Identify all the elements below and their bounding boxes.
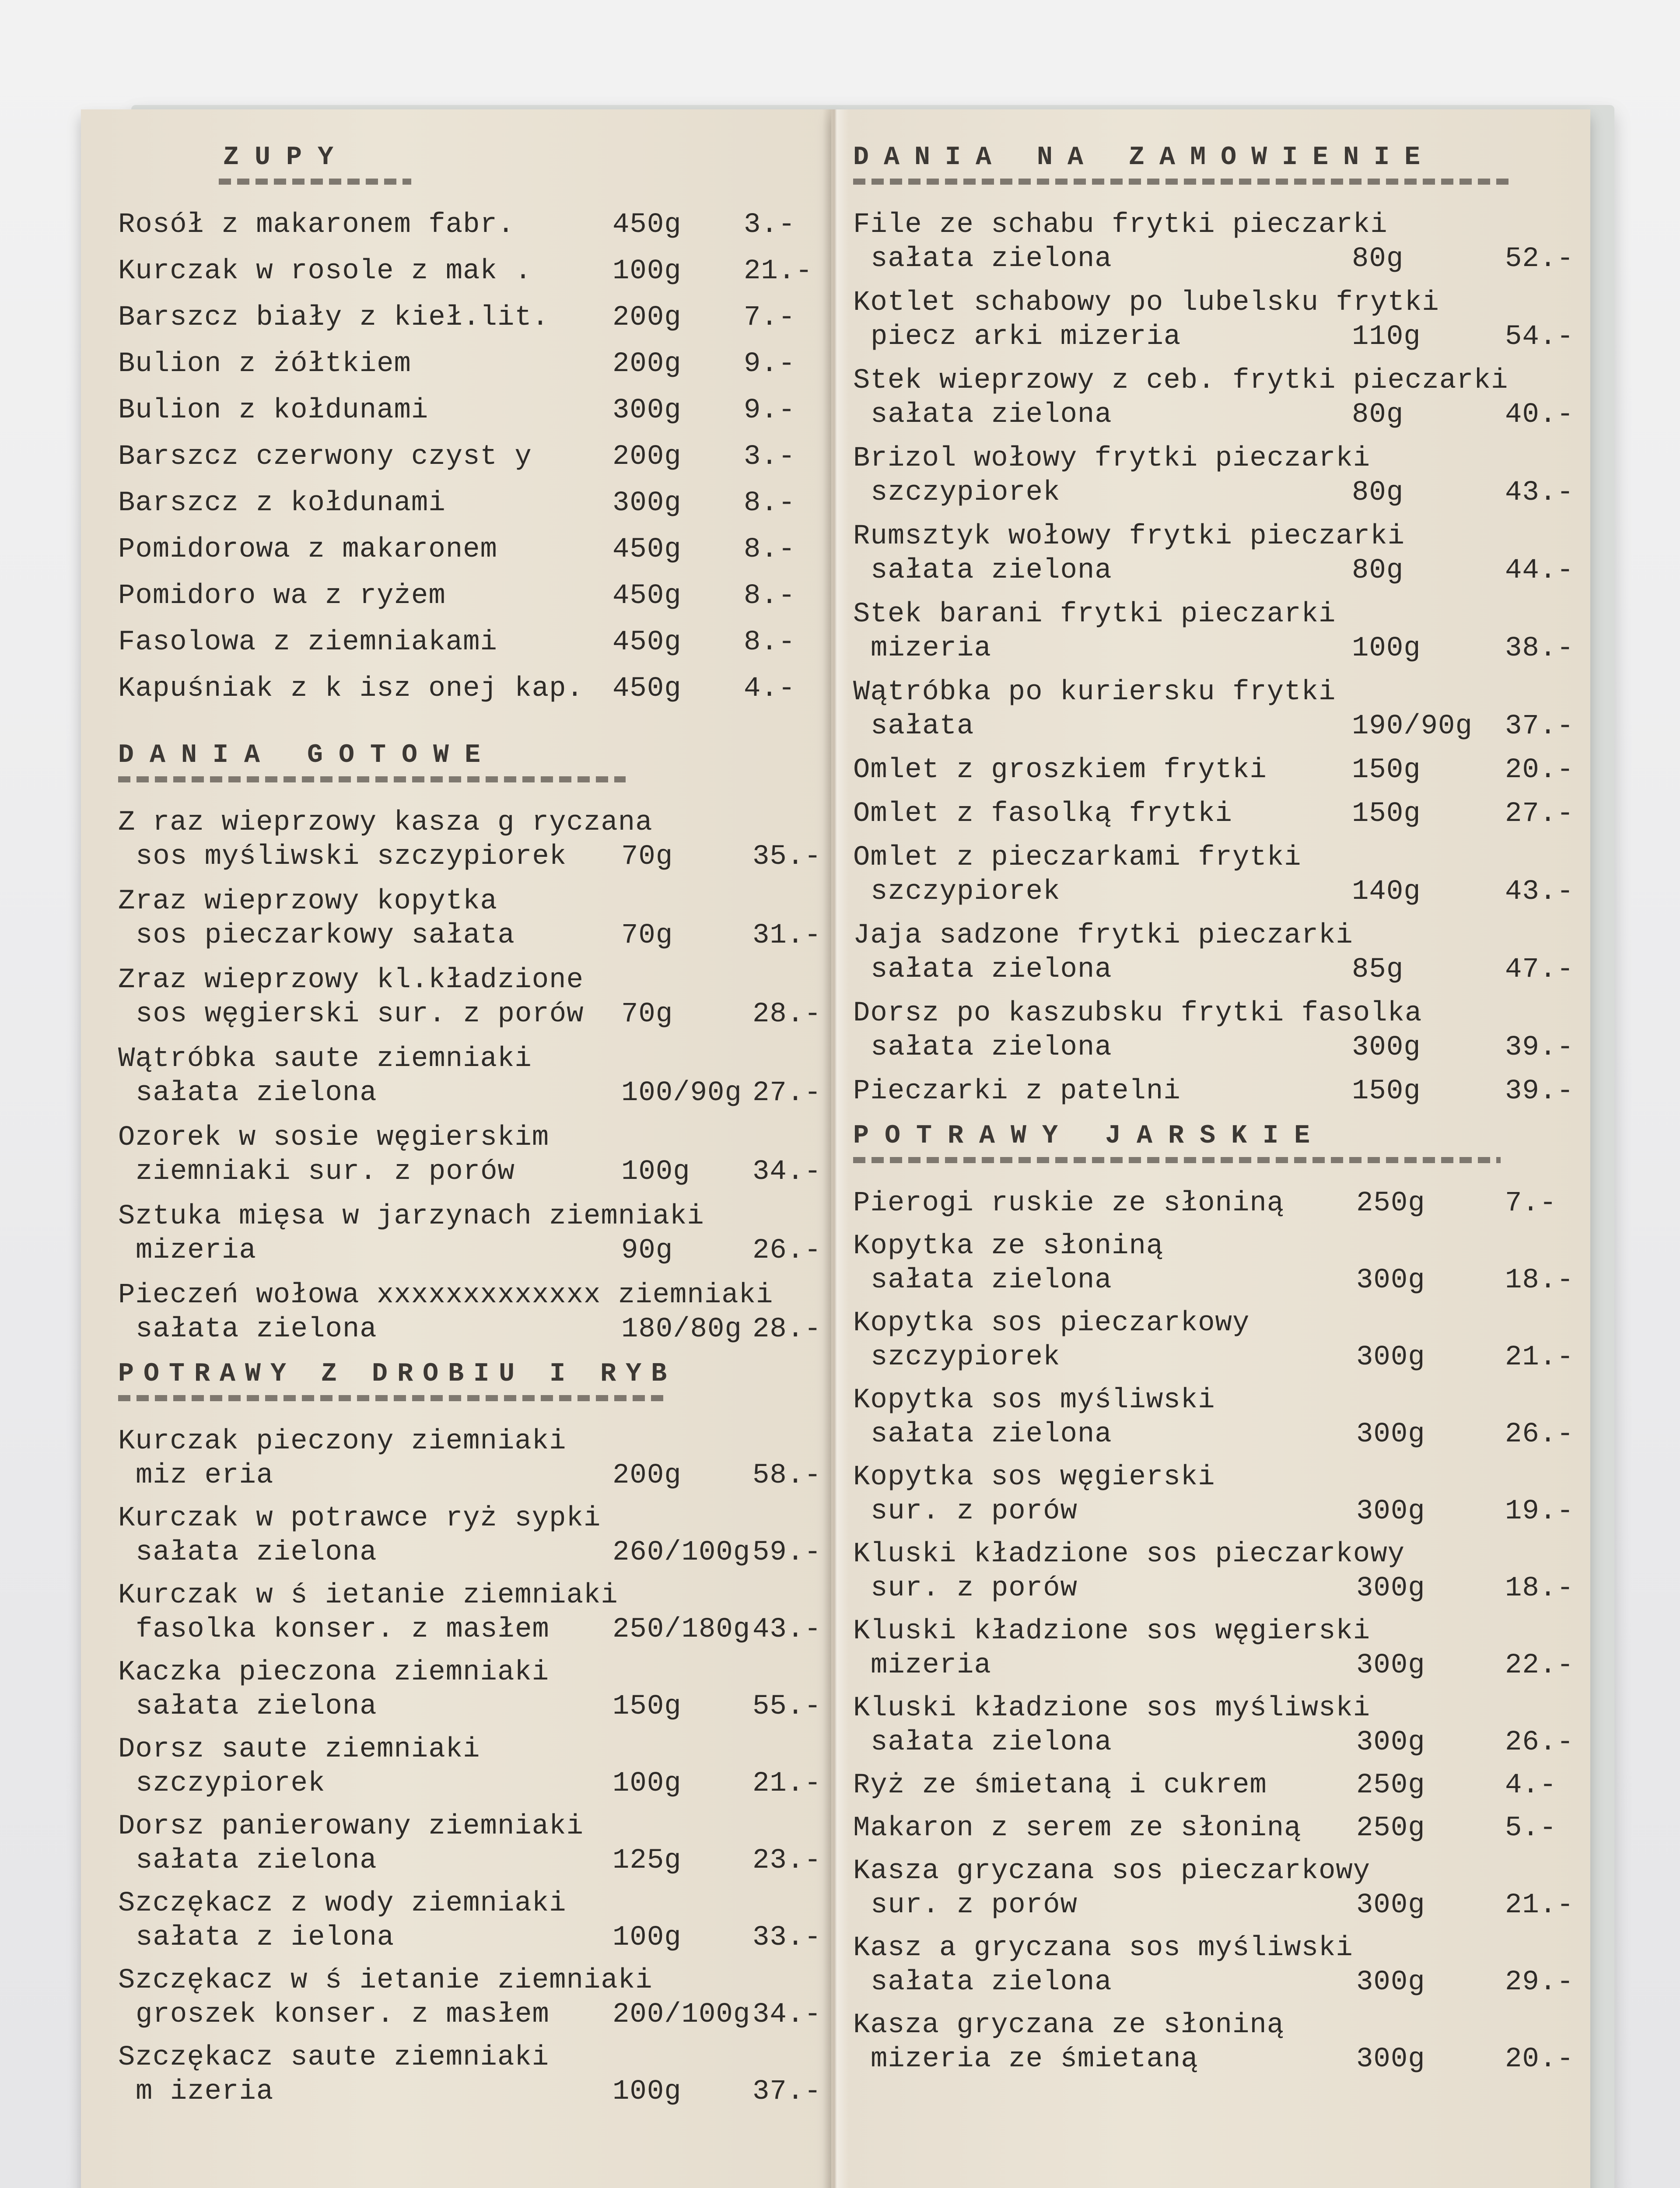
dish-price: 47.- [1505,954,1574,985]
dish-name: Pomidoro wa z ryżem [118,580,446,612]
dish-description: sałata zielona [136,1314,377,1345]
dish-price: 20.- [1505,754,1574,786]
dish-weight: 300g [1356,1650,1425,1681]
dish-weight: 180/80g [621,1314,742,1345]
dish-price: 7.- [744,302,796,333]
dish-name: Omlet z pieczarkami frytki [853,842,1302,873]
dish-price: 5.- [1505,1813,1557,1844]
menu-item [118,443,827,471]
dish-description: sałata zielona [136,1691,377,1722]
dish-weight: 140g [1352,876,1421,908]
dish-name: Fasolowa z ziemniakami [118,627,497,658]
dish-name: Kopytka sos myśliwski [853,1385,1215,1416]
dish-price: 29.- [1505,1967,1574,1998]
section-title-zupy: ZUPY [223,143,350,172]
dish-weight: 100g [612,2076,682,2107]
menu-item [118,1736,827,1798]
menu-item [853,1694,1588,1757]
menu-item [853,1232,1588,1294]
dish-weight: 100/90g [621,1077,742,1109]
dish-weight: 100g [612,1768,682,1799]
dish-weight: 300g [1356,2044,1425,2075]
dish-price: 37.- [752,2076,822,2107]
dish-price: 18.- [1505,1573,1574,1604]
menu-item [118,966,827,1028]
menu-item [118,1581,827,1644]
zamowienie-list [853,211,1588,1105]
dish-weight: 260/100g [612,1537,751,1568]
dish-description: sałata zielona [136,1077,377,1109]
dish-price: 27.- [752,1077,822,1109]
dish-name: Dorsz po kaszubsku frytki fasolka [853,998,1422,1029]
dish-description: sałata zielona [871,1967,1112,1998]
menu-item [853,1309,1588,1371]
dish-weight: 90g [621,1235,673,1266]
dish-weight: 150g [1352,754,1421,786]
dish-price: 44.- [1505,555,1574,586]
menu-item [118,628,827,656]
dish-price: 58.- [752,1460,822,1491]
menu-item [118,1813,827,1875]
dish-name: Stek wieprzowy z ceb. frytki pieczarki [853,365,1508,396]
dish-description: sałata zielona [871,555,1112,586]
menu-item [853,1540,1588,1602]
dish-price: 19.- [1505,1496,1574,1527]
menu-item [853,756,1588,784]
menu-item [118,536,827,564]
dish-weight: 80g [1352,399,1404,431]
dish-price: 26.- [1505,1727,1574,1758]
dish-weight: 110g [1352,321,1421,353]
dish-name: Pomidorowa z makaronem [118,534,497,565]
dish-name: Pierogi ruskie ze słoniną [853,1188,1284,1219]
dish-weight: 250g [1356,1813,1425,1844]
dish-price: 8.- [744,627,796,658]
dish-price: 34.- [752,1999,822,2030]
dish-description: sur. z porów [871,1890,1078,1921]
dish-price: 3.- [744,209,796,241]
dish-name: Barszcz z kołdunami [118,487,446,519]
dish-price: 43.- [752,1614,822,1645]
dish-name: Kurczak pieczony ziemniaki [118,1426,567,1457]
menu-item [853,922,1588,984]
menu-item [853,1771,1588,1799]
menu-item [118,1967,827,2029]
dish-price: 8.- [744,487,796,519]
dish-weight: 70g [621,999,673,1030]
dish-price: 28.- [752,1314,822,1345]
dish-name: Z raz wieprzowy kasza g ryczana [118,807,653,838]
dish-description: sałata zielona [871,1265,1112,1296]
dish-price: 9.- [744,348,796,380]
menu-item [853,1814,1588,1842]
dish-description: mizeria [871,633,991,664]
menu-item [853,1857,1588,1919]
dish-description: sałata zielona [871,243,1112,275]
dish-price: 20.- [1505,2044,1574,2075]
dish-price: 21.- [752,1768,822,1799]
menu-item [853,1934,1588,1996]
gotowe-list [118,809,827,1343]
zupy-list [118,211,827,703]
menu-item [853,445,1588,507]
menu-right-page [853,144,1588,2188]
dish-weight: 250/180g [612,1614,751,1645]
menu-left-page [118,144,827,2188]
dish-price: 21.- [1505,1342,1574,1373]
dish-weight: 450g [612,673,682,705]
dish-description: sałata zielona [136,1537,377,1568]
dish-name: Szczękacz z wody ziemniaki [118,1888,567,1919]
dish-weight: 70g [621,920,673,951]
dish-weight: 100g [621,1156,690,1188]
dish-weight: 200g [612,302,682,333]
menu-item [853,844,1588,906]
menu-item [853,678,1588,740]
dish-price: 35.- [752,841,822,873]
dish-weight: 300g [1356,1967,1425,1998]
dish-name: Makaron z serem ze słoniną [853,1813,1302,1844]
menu-item [118,2044,827,2106]
menu-item [853,800,1588,828]
dish-name: Kluski kładzione sos myśliwski [853,1693,1371,1724]
dish-weight: 450g [612,580,682,612]
dish-name: Kluski kładzione sos pieczarkowy [853,1539,1405,1570]
dish-price: 39.- [1505,1076,1574,1107]
dish-description: sos myśliwski szczypiorek [136,841,567,873]
menu-item [853,600,1588,663]
section-underline [118,776,626,782]
menu-item [118,1427,827,1490]
drob-list [118,1427,827,2106]
dish-price: 38.- [1505,633,1574,664]
dish-name: Dorsz saute ziemniaki [118,1734,480,1765]
dish-price: 26.- [752,1235,822,1266]
dish-price: 22.- [1505,1650,1574,1681]
dish-name: Barszcz biały z kieł.lit. [118,302,550,333]
section-drob [118,1361,827,2106]
dish-name: Kasz a gryczana sos myśliwski [853,1932,1353,1964]
dish-description: mizeria ze śmietaną [871,2044,1198,2075]
dish-name: Ryż ze śmietaną i cukrem [853,1770,1267,1801]
section-underline [118,1395,665,1401]
dish-name: Kaczka pieczona ziemniaki [118,1657,550,1688]
menu-item [853,522,1588,585]
dish-description: sos węgierski sur. z porów [136,999,584,1030]
dish-name: Kasza gryczana ze słoniną [853,2009,1284,2041]
dish-price: 27.- [1505,798,1574,830]
dish-weight: 70g [621,841,673,873]
dish-price: 4.- [744,673,796,705]
dish-price: 8.- [744,580,796,612]
menu-item [118,675,827,703]
menu-item [118,1281,827,1343]
dish-weight: 85g [1352,954,1404,985]
dish-weight: 190/90g [1352,711,1473,742]
dish-description: sałata zielona [871,1032,1112,1063]
menu-item [118,582,827,610]
dish-weight: 250g [1356,1770,1425,1801]
dish-description: miz eria [136,1460,274,1491]
section-underline [219,179,411,185]
menu-item [853,211,1588,273]
dish-price: 21.- [744,256,813,287]
menu-item [853,1463,1588,1525]
dish-description: szczypiorek [871,876,1060,908]
dish-description: mizeria [136,1235,256,1266]
dish-weight: 300g [1356,1727,1425,1758]
dish-weight: 450g [612,627,682,658]
dish-name: Wątróbka saute ziemniaki [118,1043,532,1075]
dish-name: Kotlet schabowy po lubelsku frytki [853,287,1439,319]
dish-name: Kopytka sos pieczarkowy [853,1308,1250,1339]
dish-name: Wątróbka po kuriersku frytki [853,677,1336,708]
dish-description: szczypiorek [871,1342,1060,1373]
dish-name: Dorsz panierowany ziemniaki [118,1811,584,1842]
menu-item [853,1077,1588,1105]
dish-weight: 200g [612,348,682,380]
dish-name: Kopytka ze słoniną [853,1231,1164,1262]
section-underline [853,179,1509,185]
dish-price: 43.- [1505,876,1574,908]
dish-weight: 200/100g [612,1999,751,2030]
dish-weight: 300g [1356,1496,1425,1527]
dish-name: File ze schabu frytki pieczarki [853,209,1388,241]
dish-description: sur. z porów [871,1496,1078,1527]
section-title-dania-gotowe: DANIA GOTOWE [118,740,497,770]
dish-description: mizeria [871,1650,991,1681]
menu-item [853,2011,1588,2073]
dish-weight: 150g [1352,798,1421,830]
dish-price: 52.- [1505,243,1574,275]
dish-price: 55.- [752,1691,822,1722]
dish-description: ziemniaki sur. z porów [136,1156,515,1188]
dish-price: 7.- [1505,1188,1557,1219]
dish-name: Szczękacz saute ziemniaki [118,2042,550,2073]
dish-name: Omlet z groszkiem frytki [853,754,1267,786]
dish-price: 34.- [752,1156,822,1188]
menu-item [853,1189,1588,1217]
dish-name: Kopytka sos węgierski [853,1462,1215,1493]
menu-item [118,257,827,285]
dish-description: sałata zielona [871,954,1112,985]
section-title-drob: POTRAWY Z DROBIU I RYB [118,1359,677,1389]
section-title-jarskie: POTRAWY JARSKIE [853,1121,1326,1151]
dish-price: 43.- [1505,477,1574,508]
dish-weight: 150g [612,1691,682,1722]
dish-name: Zraz wieprzowy kl.kładzione [118,964,584,996]
dish-description: sałata zielona [871,399,1112,431]
dish-weight: 250g [1356,1188,1425,1219]
menu-item [853,1617,1588,1680]
dish-name: Kurczak w rosole z mak . [118,256,532,287]
dish-weight: 300g [1356,1890,1425,1921]
section-dania-na-zamowienie [853,144,1588,1105]
dish-description: sałata zielona [871,1727,1112,1758]
dish-weight: 80g [1352,477,1404,508]
menu-item [853,367,1588,429]
menu-item [118,1659,827,1721]
dish-name: Jaja sadzone frytki pieczarki [853,920,1353,951]
dish-name: Kapuśniak z k isz onej kap. [118,673,584,705]
dish-description: sur. z porów [871,1573,1078,1604]
dish-name: Ozorek w sosie węgierskim [118,1122,550,1154]
dish-weight: 150g [1352,1076,1421,1107]
menu-item [118,1890,827,1952]
section-title-zamowienie: DANIA NA ZAMOWIENIE [853,143,1435,172]
dish-name: Bulion z żółtkiem [118,348,411,380]
menu-item [118,211,827,239]
dish-weight: 300g [1356,1573,1425,1604]
dish-name: Bulion z kołdunami [118,395,429,426]
dish-price: 26.- [1505,1419,1574,1450]
dish-price: 23.- [752,1845,822,1876]
dish-description: fasolka konser. z masłem [136,1614,550,1645]
dish-weight: 300g [1356,1419,1425,1450]
dish-weight: 300g [1356,1265,1425,1296]
dish-weight: 100g [612,1922,682,1953]
dish-name: Sztuka mięsa w jarzynach ziemniaki [118,1201,704,1232]
dish-description: sałata [871,711,974,742]
menu-item [118,1504,827,1567]
jarskie-list [853,1189,1588,2073]
dish-description: sałata z ielona [136,1922,395,1953]
dish-price: 33.- [752,1922,822,1953]
dish-description: piecz arki mizeria [871,321,1181,353]
dish-name: Zraz wieprzowy kopytka [118,886,497,917]
dish-description: sałata zielona [136,1845,377,1876]
dish-description: m izeria [136,2076,274,2107]
dish-weight: 200g [612,1460,682,1491]
dish-weight: 450g [612,534,682,565]
dish-name: Rumsztyk wołowy frytki pieczarki [853,521,1405,552]
menu-item [118,1045,827,1107]
dish-description: szczypiorek [871,477,1060,508]
menu-item [118,304,827,332]
dish-price: 39.- [1505,1032,1574,1063]
dish-name: Kurczak w potrawce ryż sypki [118,1503,601,1534]
dish-name: Stek barani frytki pieczarki [853,599,1336,630]
menu-item [118,350,827,378]
menu-item [118,1124,827,1186]
menu-item [118,809,827,871]
dish-weight: 100g [612,256,682,287]
dish-price: 9.- [744,395,796,426]
dish-price: 28.- [752,999,822,1030]
dish-weight: 100g [1352,633,1421,664]
section-underline [853,1157,1501,1163]
dish-description: szczypiorek [136,1768,326,1799]
section-dania-gotowe [118,742,827,1343]
dish-price: 21.- [1505,1890,1574,1921]
dish-name: Kluski kładzione sos węgierski [853,1616,1371,1647]
dish-weight: 200g [612,441,682,473]
menu-item [118,489,827,517]
dish-price: 40.- [1505,399,1574,431]
dish-price: 37.- [1505,711,1574,742]
dish-description: groszek konser. z masłem [136,1999,550,2030]
dish-description: sałata zielona [871,1419,1112,1450]
dish-price: 31.- [752,920,822,951]
menu-item [853,999,1588,1062]
menu-item [118,887,827,950]
dish-weight: 300g [1356,1342,1425,1373]
dish-name: Brizol wołowy frytki pieczarki [853,443,1371,474]
dish-price: 4.- [1505,1770,1557,1801]
dish-name: Pieczeń wołowa xxxxxxxxxxxxx ziemniaki [118,1280,774,1311]
dish-weight: 80g [1352,555,1404,586]
dish-weight: 125g [612,1845,682,1876]
dish-weight: 450g [612,209,682,241]
menu-item [118,1203,827,1265]
dish-price: 3.- [744,441,796,473]
menu-item [853,289,1588,351]
dish-name: Szczękacz w ś ietanie ziemniaki [118,1965,653,1996]
dish-name: Kurczak w ś ietanie ziemniaki [118,1580,618,1611]
section-potrawy-jarskie [853,1123,1588,2073]
dish-weight: 80g [1352,243,1404,275]
menu-item [853,1386,1588,1448]
dish-description: sos pieczarkowy sałata [136,920,515,951]
dish-price: 54.- [1505,321,1574,353]
dish-name: Rosół z makaronem fabr. [118,209,515,241]
section-zupy [118,144,827,703]
dish-price: 8.- [744,534,796,565]
menu-item [118,396,827,424]
dish-name: Omlet z fasolką frytki [853,798,1232,830]
dish-weight: 300g [612,395,682,426]
dish-weight: 300g [1352,1032,1421,1063]
dish-weight: 300g [612,487,682,519]
dish-price: 59.- [752,1537,822,1568]
dish-price: 18.- [1505,1265,1574,1296]
dish-name: Pieczarki z patelni [853,1076,1181,1107]
dish-name: Barszcz czerwony czyst y [118,441,532,473]
dish-name: Kasza gryczana sos pieczarkowy [853,1855,1371,1887]
